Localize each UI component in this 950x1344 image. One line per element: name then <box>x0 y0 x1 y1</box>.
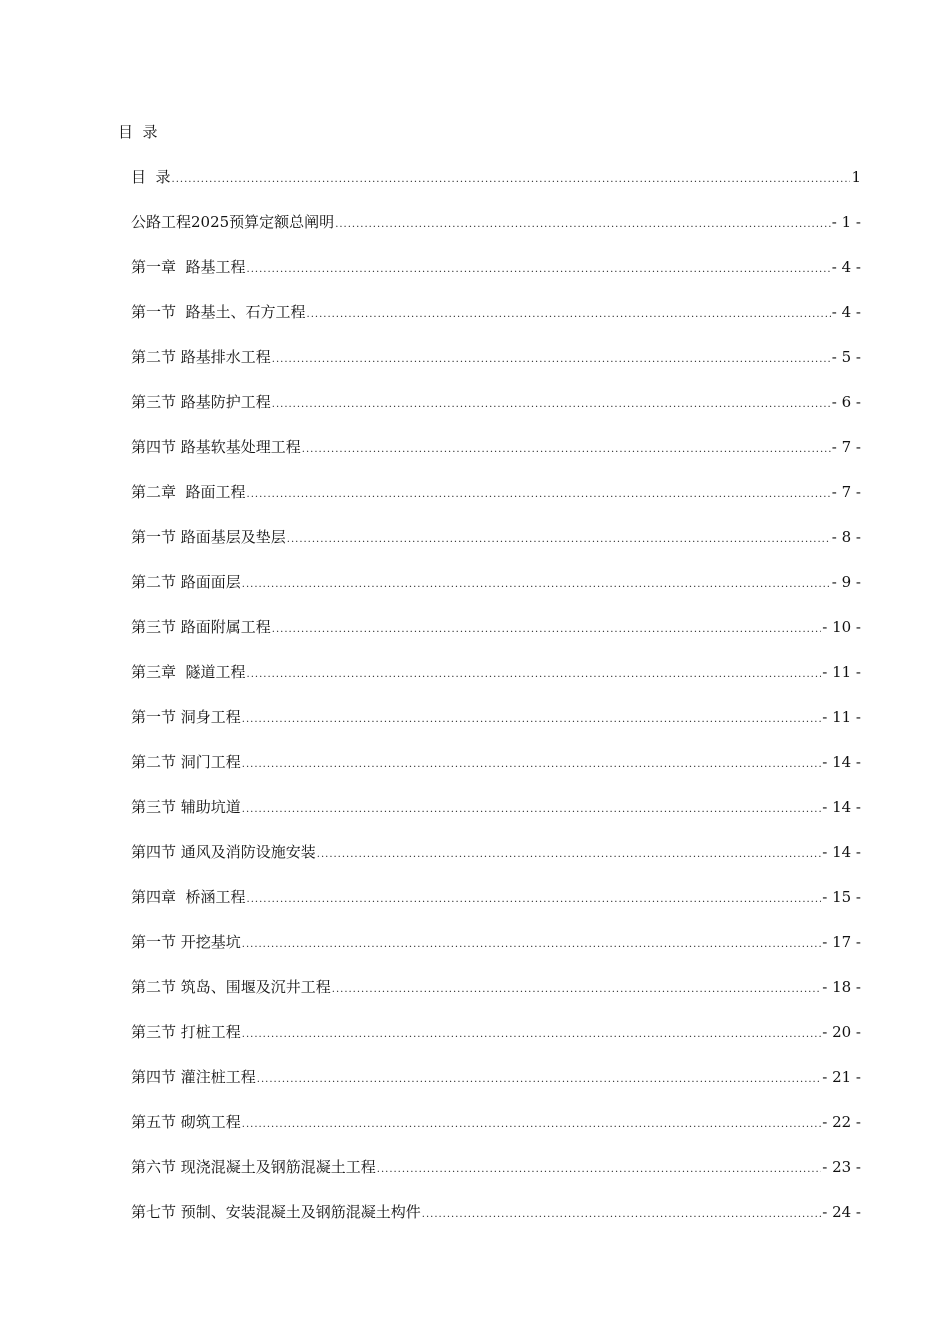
toc-dot-leader <box>247 484 831 506</box>
toc-entry-page: - 6 - <box>831 393 861 411</box>
toc-entry-label: 第一节 洞身工程 <box>131 708 241 726</box>
toc-entry[interactable] <box>131 256 861 301</box>
toc-entry-page: - 14 - <box>822 843 861 861</box>
toc-entry-page: - 21 - <box>822 1068 861 1086</box>
toc-dot-leader <box>377 1159 821 1181</box>
toc-entry-page: - 4 - <box>831 258 861 276</box>
toc-entry-label: 第三节 路面附属工程 <box>131 618 271 636</box>
toc-dot-leader <box>172 169 851 191</box>
toc-entry-page: - 4 - <box>831 303 861 321</box>
toc-entry-label: 第六节 现浇混凝土及钢筋混凝土工程 <box>131 1158 376 1176</box>
toc-entry-page: 1 <box>851 168 861 186</box>
toc-entry-page: - 7 - <box>831 483 861 501</box>
toc-dot-leader <box>242 709 821 731</box>
toc-entry[interactable] <box>131 931 861 976</box>
toc-entry[interactable] <box>131 166 861 211</box>
toc-entry[interactable] <box>131 1201 861 1246</box>
toc-dot-leader <box>335 214 831 236</box>
toc-entry[interactable] <box>131 481 861 526</box>
toc-dot-leader <box>307 304 831 326</box>
toc-dot-leader <box>242 574 831 596</box>
toc-dot-leader <box>242 754 821 776</box>
document-title: 目 录 <box>118 123 158 141</box>
toc-entry-label: 第三节 路基防护工程 <box>131 393 271 411</box>
toc-entry-label: 第四节 通风及消防设施安装 <box>131 843 316 861</box>
toc-entry[interactable] <box>131 616 861 661</box>
toc-dot-leader <box>302 439 831 461</box>
toc-entry[interactable] <box>131 796 861 841</box>
toc-entry-label: 目 录 <box>131 168 171 186</box>
toc-entry[interactable] <box>131 211 861 256</box>
toc-entry[interactable] <box>131 1111 861 1156</box>
toc-entry-label: 公路工程2025预算定额总阐明 <box>131 213 335 231</box>
toc-dot-leader <box>332 979 821 1001</box>
toc-entry-label: 第四章 桥涵工程 <box>131 888 246 906</box>
toc-entry[interactable] <box>131 886 861 931</box>
toc-entry-label: 第四节 灌注桩工程 <box>131 1068 256 1086</box>
toc-entry[interactable] <box>131 526 861 571</box>
toc-dot-leader <box>247 259 831 281</box>
toc-entry-label: 第一章 路基工程 <box>131 258 246 276</box>
toc-dot-leader <box>272 394 831 416</box>
toc-entry-label: 第五节 砌筑工程 <box>131 1113 241 1131</box>
toc-dot-leader <box>242 1114 821 1136</box>
toc-entry[interactable] <box>131 841 861 886</box>
toc-entry-label: 第三节 辅助坑道 <box>131 798 241 816</box>
toc-entry[interactable] <box>131 751 861 796</box>
toc-dot-leader <box>287 529 831 551</box>
toc-entry-page: - 22 - <box>822 1113 861 1131</box>
toc-entry-label: 第一节 路基土、石方工程 <box>131 303 306 321</box>
table-of-contents <box>131 166 861 1246</box>
toc-entry-page: - 7 - <box>831 438 861 456</box>
toc-dot-leader <box>242 1024 821 1046</box>
toc-entry-page: - 18 - <box>822 978 861 996</box>
toc-dot-leader <box>317 844 821 866</box>
toc-entry-label: 第三节 打桩工程 <box>131 1023 241 1041</box>
toc-entry[interactable] <box>131 436 861 481</box>
toc-entry-label: 第四节 路基软基处理工程 <box>131 438 301 456</box>
toc-entry[interactable] <box>131 661 861 706</box>
toc-entry[interactable] <box>131 301 861 346</box>
toc-entry-page: - 14 - <box>822 753 861 771</box>
toc-entry[interactable] <box>131 1021 861 1066</box>
toc-entry-label: 第二节 筑岛、围堰及沉井工程 <box>131 978 331 996</box>
toc-entry-label: 第二节 路面面层 <box>131 573 241 591</box>
toc-entry-page: - 17 - <box>822 933 861 951</box>
toc-entry-label: 第二节 路基排水工程 <box>131 348 271 366</box>
toc-entry-page: - 20 - <box>822 1023 861 1041</box>
toc-entry[interactable] <box>131 391 861 436</box>
toc-entry-label: 第七节 预制、安装混凝土及钢筋混凝土构件 <box>131 1203 421 1221</box>
toc-dot-leader <box>247 889 822 911</box>
toc-entry-page: - 11 - <box>822 663 861 681</box>
toc-dot-leader <box>242 799 821 821</box>
toc-entry-page: - 15 - <box>822 888 861 906</box>
toc-entry[interactable] <box>131 346 861 391</box>
toc-dot-leader <box>242 934 821 956</box>
toc-dot-leader <box>257 1069 821 1091</box>
toc-dot-leader <box>422 1204 821 1226</box>
toc-entry-page: - 10 - <box>822 618 861 636</box>
toc-entry[interactable] <box>131 1156 861 1201</box>
toc-entry-page: - 8 - <box>831 528 861 546</box>
toc-dot-leader <box>247 664 822 686</box>
toc-entry-label: 第一节 路面基层及垫层 <box>131 528 286 546</box>
toc-entry-label: 第二节 洞门工程 <box>131 753 241 771</box>
toc-entry[interactable] <box>131 976 861 1021</box>
toc-entry[interactable] <box>131 571 861 616</box>
toc-entry-label: 第二章 路面工程 <box>131 483 246 501</box>
toc-entry[interactable] <box>131 1066 861 1111</box>
toc-entry-page: - 9 - <box>831 573 861 591</box>
toc-entry-page: - 23 - <box>822 1158 861 1176</box>
toc-entry[interactable] <box>131 706 861 751</box>
toc-dot-leader <box>272 619 821 641</box>
toc-entry-page: - 14 - <box>822 798 861 816</box>
toc-entry-page: - 11 - <box>822 708 861 726</box>
toc-entry-label: 第三章 隧道工程 <box>131 663 246 681</box>
toc-dot-leader <box>272 349 831 371</box>
toc-entry-page: - 5 - <box>831 348 861 366</box>
toc-entry-label: 第一节 开挖基坑 <box>131 933 241 951</box>
toc-entry-page: - 1 - <box>831 213 861 231</box>
toc-entry-page: - 24 - <box>822 1203 861 1221</box>
